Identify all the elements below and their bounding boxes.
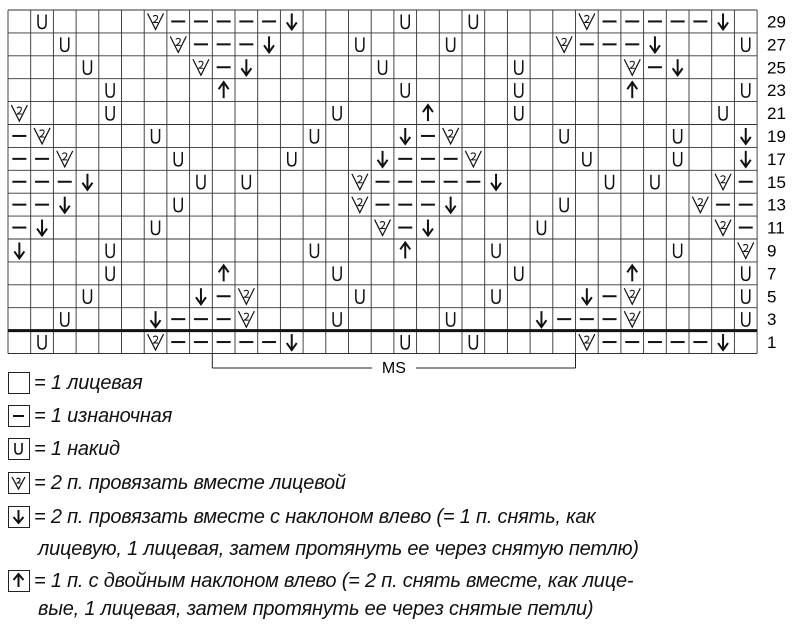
- yarn-over-symbol: [447, 312, 455, 326]
- legend-item-ssk: [8, 506, 596, 528]
- yarn-over-symbol: [242, 175, 250, 189]
- double-decrease-symbol: [400, 242, 410, 258]
- k2tog-symbol: [715, 220, 731, 236]
- legend-text-yarn-over: = 1 накид: [34, 438, 120, 460]
- row-number: 25: [767, 58, 786, 78]
- ssk-symbol: [582, 288, 592, 304]
- ssk-symbol: [536, 311, 546, 327]
- k2tog-symbol: [624, 288, 640, 304]
- double-decrease-icon: [8, 570, 30, 592]
- k2tog-symbol: [34, 128, 50, 144]
- row-number: 17: [767, 149, 786, 169]
- k2tog-symbol: [352, 174, 368, 190]
- double-decrease-symbol: [219, 82, 229, 98]
- ssk-symbol: [196, 288, 206, 304]
- yarn-over-symbol: [742, 266, 750, 280]
- yarn-over-symbol: [379, 60, 387, 74]
- purl-icon: [8, 405, 30, 427]
- yarn-over-symbol: [83, 60, 91, 74]
- ssk-icon: [8, 506, 30, 528]
- yarn-over-symbol: [447, 37, 455, 51]
- yarn-over-symbol: [742, 83, 750, 97]
- k2tog-symbol: [556, 36, 572, 52]
- yarn-over-symbol: [515, 83, 523, 97]
- yarn-over-symbol: [674, 243, 682, 257]
- k2tog-icon: [8, 472, 30, 494]
- yarn-over-symbol: [537, 221, 545, 235]
- yarn-over-symbol: [310, 129, 318, 143]
- yarn-over-symbol: [152, 129, 160, 143]
- yarn-over-symbol: [560, 198, 568, 212]
- ssk-symbol: [650, 36, 660, 52]
- ssk-symbol: [718, 13, 728, 29]
- ms-label: MS: [381, 360, 406, 377]
- yarn-over-symbol: [742, 37, 750, 51]
- yarn-over-symbol: [61, 312, 69, 326]
- k2tog-symbol: [148, 334, 164, 350]
- row-number: 11: [767, 218, 785, 238]
- ssk-symbol: [673, 59, 683, 75]
- k2tog-symbol: [465, 151, 481, 167]
- row-number: 5: [767, 287, 777, 307]
- yarn-over-symbol: [106, 106, 114, 120]
- legend-item-yarn-over: [8, 438, 120, 460]
- yarn-over-symbol: [152, 221, 160, 235]
- ssk-symbol: [741, 151, 751, 167]
- k2tog-symbol: [57, 151, 73, 167]
- yarn-over-symbol: [106, 243, 114, 257]
- k2tog-symbol: [715, 174, 731, 190]
- yarn-over-symbol: [38, 335, 46, 349]
- k2tog-symbol: [624, 59, 640, 75]
- ssk-symbol: [423, 220, 433, 236]
- k2tog-symbol: [193, 59, 209, 75]
- k2tog-symbol: [238, 288, 254, 304]
- row-number: 1: [767, 333, 777, 353]
- k2tog-symbol: [738, 242, 754, 258]
- row-number: 19: [767, 126, 786, 146]
- yarn-over-symbol: [515, 106, 523, 120]
- row-number: 3: [767, 310, 777, 330]
- k2tog-symbol: [352, 197, 368, 213]
- k2tog-symbol: [624, 311, 640, 327]
- yarn-over-symbol: [469, 14, 477, 28]
- row-number: 27: [767, 35, 786, 55]
- legend-text-knit: = 1 лицевая: [34, 372, 143, 394]
- yarn-over-symbol: [333, 312, 341, 326]
- yarn-over-symbol: [356, 37, 364, 51]
- yarn-over-symbol: [38, 14, 46, 28]
- row-number: 13: [767, 195, 786, 215]
- yarn-over-symbol: [651, 175, 659, 189]
- ssk-symbol: [741, 128, 751, 144]
- yarn-over-symbol: [674, 129, 682, 143]
- legend-item-purl: [8, 405, 172, 427]
- yarn-over-symbol: [401, 335, 409, 349]
- row-number: 29: [767, 12, 786, 32]
- legend-text-ssk: = 2 п. провязать вместе с наклоном влево (= 1 п. снять, как: [34, 506, 596, 528]
- k2tog-symbol: [443, 128, 459, 144]
- ssk-symbol: [718, 334, 728, 350]
- legend-text-k2tog: = 2 п. провязать вместе лицевой: [34, 472, 346, 494]
- row-number: 9: [767, 241, 777, 261]
- ssk-symbol: [241, 59, 251, 75]
- yarn-over-symbol: [310, 243, 318, 257]
- ssk-symbol: [287, 334, 297, 350]
- k2tog-symbol: [11, 105, 27, 121]
- yarn-over-symbol: [61, 37, 69, 51]
- ssk-symbol: [264, 36, 274, 52]
- k2tog-symbol: [692, 197, 708, 213]
- k2tog-symbol: [375, 220, 391, 236]
- yarn-over-symbol: [719, 106, 727, 120]
- yarn-over-symbol: [515, 266, 523, 280]
- k2tog-symbol: [170, 36, 186, 52]
- yarn-over-symbol: [606, 175, 614, 189]
- yarn-over-symbol: [492, 289, 500, 303]
- yarn-over-symbol: [560, 129, 568, 143]
- row-number: 21: [767, 104, 786, 124]
- yarn-over-symbol: [83, 289, 91, 303]
- yarn-over-symbol: [742, 312, 750, 326]
- yarn-over-symbol: [106, 83, 114, 97]
- yarn-over-symbol: [401, 83, 409, 97]
- yarn-over-symbol: [333, 106, 341, 120]
- legend-text-purl: = 1 изнаночная: [34, 405, 173, 427]
- ssk-symbol: [37, 220, 47, 236]
- legend-text-double-dec-continued: вые, 1 лицевая, затем протянуть ее через снятые петли): [38, 598, 594, 620]
- double-decrease-symbol: [219, 265, 229, 281]
- double-decrease-symbol: [627, 265, 637, 281]
- double-decrease-symbol: [627, 82, 637, 98]
- ssk-symbol: [14, 242, 24, 258]
- yarn-over-symbol: [174, 152, 182, 166]
- row-number: 15: [767, 172, 786, 192]
- ssk-symbol: [151, 311, 161, 327]
- k2tog-symbol: [579, 13, 595, 29]
- yarn-over-icon: [8, 438, 30, 460]
- yarn-over-symbol: [742, 289, 750, 303]
- yarn-over-symbol: [469, 335, 477, 349]
- ssk-symbol: [60, 197, 70, 213]
- ssk-symbol: [400, 128, 410, 144]
- legend-text-ssk-continued: лицевую, 1 лицевая, затем протянуть ее через снятую петлю): [38, 538, 639, 560]
- yarn-over-symbol: [356, 289, 364, 303]
- k2tog-symbol: [238, 311, 254, 327]
- legend-text-double-dec: = 1 п. с двойным наклоном влево (= 2 п. снять вместе, как лице-: [34, 570, 634, 592]
- yarn-over-symbol: [288, 152, 296, 166]
- yarn-over-symbol: [197, 175, 205, 189]
- ssk-symbol: [82, 174, 92, 190]
- row-number: 23: [767, 81, 786, 101]
- legend-item-k2tog: [8, 472, 346, 494]
- yarn-over-symbol: [333, 266, 341, 280]
- double-decrease-symbol: [423, 105, 433, 121]
- ssk-symbol: [491, 174, 501, 190]
- legend-item-double-dec: [8, 570, 633, 592]
- yarn-over-symbol: [401, 14, 409, 28]
- ssk-symbol: [378, 151, 388, 167]
- yarn-over-symbol: [174, 198, 182, 212]
- k2tog-symbol: [148, 13, 164, 29]
- yarn-over-symbol: [106, 266, 114, 280]
- yarn-over-symbol: [674, 152, 682, 166]
- yarn-over-symbol: [515, 60, 523, 74]
- row-number: 7: [767, 264, 777, 284]
- yarn-over-symbol: [492, 243, 500, 257]
- yarn-over-symbol: [583, 152, 591, 166]
- ssk-symbol: [287, 13, 297, 29]
- k2tog-symbol: [579, 334, 595, 350]
- ssk-symbol: [446, 197, 456, 213]
